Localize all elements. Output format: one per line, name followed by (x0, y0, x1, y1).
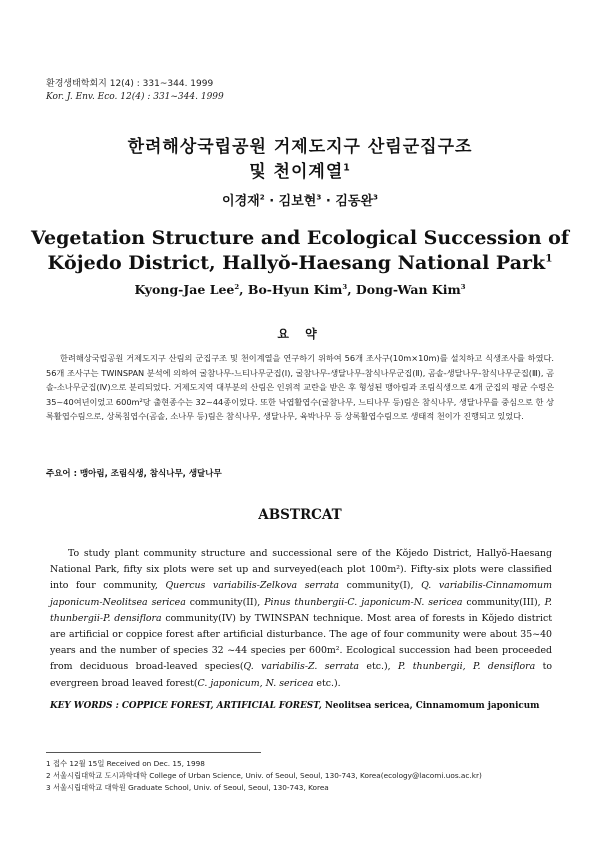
korean-title-line1: 한려해상국립공원 거제도지구 산림군집구조 (127, 137, 473, 157)
footnote-divider (46, 752, 261, 753)
english-keywords: KEY WORDS : COPPICE FOREST, ARTIFICIAL FOREST, Neolitsea sericea, Cinnamomum japonicum (50, 701, 540, 711)
korean-abstract-text: 한려해상국립공원 거제도지구 산림의 군집구조 및 천이계열을 연구하기 위하여 56개 조사구(10m×10m)를 설치하고 식생조사를 하였다. 56개 조사구는 TWINSPAN 분석에 의하여 굴참나무-느티나무군집(Ⅰ), 굴참나무-생달나무-참식나무군집(Ⅱ), 곰솔-생달나무-참식나무군집(Ⅲ), 곰솔-소나무군집(Ⅳ)으로 분리되었다. 거제도지역 대부분의 산림은 인위적 교란을 받은 후 형성된 맹아림과 조림식생으로 4개 군집의 평균 수령은 35~40여년이었고 600m²당 출현종수는 32~44종이었다. 또한 낙엽활엽수(굴참나무, 느티나무 등)림은 참식나무, 생달나무를 중심으로 한 상록활엽수림으로, 상록침엽수(곰솔, 소나무 등)림은 참식나무, 생달나무, 육박나무 등 상록활엽수림으로 생태적 천이가 진행되고 있었다. (46, 353, 554, 422)
english-title-line2: Kŏjedo District, Hallyŏ-Haesang National Park$^1$ (47, 252, 553, 274)
korean-title-line2: 및 천이계열$^1$ (249, 162, 351, 182)
english-abstract (50, 546, 552, 692)
journal-citation-kr: 환경생태학회지 12(4) : 331~344. 1999 (46, 79, 214, 89)
footnote-3: 3 서울시립대학교 대학원 Graduate School, Univ. of Seoul, Seoul, 130-743, Korea (46, 783, 329, 792)
footnote-2: 2 서울시립대학교 도시과학대학 College of Urban Science, Univ. of Seoul, Seoul, 130-743, Korea(ecology@lacomi.uos.ac.kr) (46, 771, 482, 780)
journal-citation-en: Kor. J. Env. Eco. 12(4) : 331~344. 1999 (46, 92, 224, 102)
footnote-1: 1 접수 12월 15일 Received on Dec. 15, 1998 (46, 759, 205, 768)
korean-abstract (46, 351, 554, 424)
english-abstract-text: To study plant community structure and successional sere of the Kŏjedo District, Hallyŏ-Haesang National Park, fifty six plots were set up and surveyed(each plot 100m²). Fifty-six plots were classified into four community, Quercus variabilis-Zelkova serrata community(I), Q. variabilis-Cinnamomum japonicum-Neolitsea sericea community(II), Pinus thunbergii-C. japonicum-N. sericea community(III), P. thunbergii-P. densiflora community(IV) by TWINSPAN technique. Most area of forests in Kŏjedo district are artificial or coppice forest after artificial disturbance. The age of four community were about 35~40 years and the number of species 32 ~44 species per 600m². Ecological succession had been proceeded from deciduous broad-leaved species(Q. variabilis-Z. serrata etc.), P. thunbergii, P. densiflora to evergreen broad leaved forest(C. japonicum, N. sericea etc.). (50, 548, 553, 689)
korean-authors: 이경재$^2$ · 김보현$^3$ · 김동완$^3$ (222, 192, 378, 209)
english-title-line1: Vegetation Structure and Ecological Succession of (30, 227, 569, 249)
english-abstract-heading: ABSTRCAT (258, 507, 342, 523)
english-authors: Kyong-Jae Lee$^2$, Bo-Hyun Kim$^3$, Dong-Wan Kim$^3$ (134, 282, 466, 297)
footnotes (46, 758, 482, 794)
journal-citation (46, 78, 224, 104)
korean-abstract-heading: 요 약 (277, 327, 323, 341)
korean-keywords: 주요어 : 맹아림, 조림식생, 참식나무, 생달나무 (46, 469, 222, 479)
